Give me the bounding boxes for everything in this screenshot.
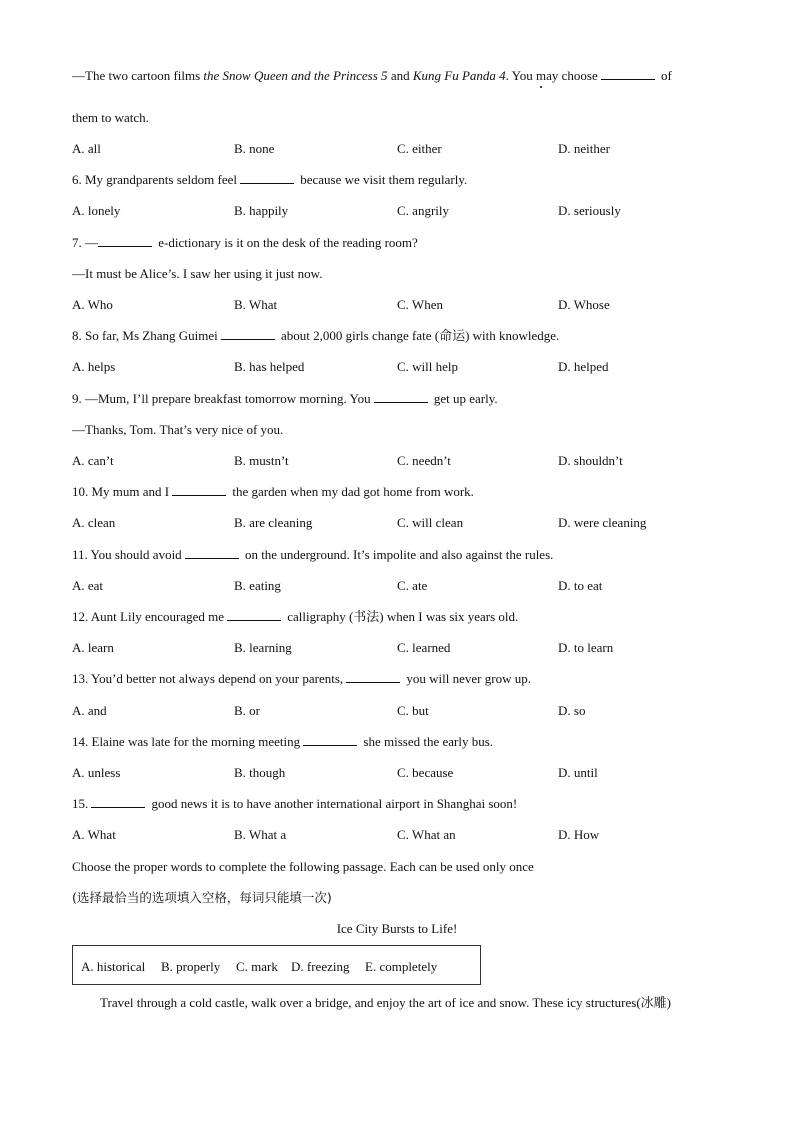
- q5-options: [72, 141, 732, 157]
- q14-after: she missed the early bus.: [360, 734, 494, 749]
- q10-before: 10. My mum and I: [72, 484, 170, 499]
- q10-option-a[interactable]: A. clean: [72, 515, 116, 530]
- q12-blank[interactable]: [227, 609, 281, 621]
- q5-end: of: [657, 68, 672, 83]
- q8-option-b[interactable]: B. has helped: [234, 359, 305, 374]
- q5-stem-line2: them to watch.: [72, 110, 149, 125]
- word-bank: [72, 945, 481, 985]
- q9-stem: [72, 391, 498, 407]
- q9-option-d[interactable]: D. shouldn’t: [558, 453, 623, 468]
- q14-option-c[interactable]: C. because: [397, 765, 454, 780]
- q5-film1: the Snow Queen and the Princess 5: [203, 68, 388, 83]
- q10-option-d[interactable]: D. were cleaning: [558, 515, 647, 530]
- q10-option-b[interactable]: B. are cleaning: [234, 515, 313, 530]
- q10-option-c[interactable]: C. will clean: [397, 515, 464, 530]
- q14-stem: [72, 734, 493, 750]
- q11-before: 11. You should avoid: [72, 547, 182, 562]
- q6-option-c[interactable]: C. angrily: [397, 203, 449, 218]
- q14-options: [72, 765, 732, 781]
- q5-film2: Kung Fu Panda 4: [412, 68, 506, 83]
- q13-before: 13. You’d better not always depend on your parents,: [72, 671, 344, 686]
- q15-blank[interactable]: [91, 796, 145, 808]
- q15-after: good news it is to have another international airport in Shanghai soon!: [148, 796, 518, 811]
- q9-blank[interactable]: [374, 391, 428, 403]
- q11-option-d[interactable]: D. to eat: [558, 578, 603, 593]
- passage-first-line: Travel through a cold castle, walk over a bridge, and enjoy the art of ice and snow. These icy structures(冰雕): [100, 995, 671, 1010]
- q5-option-c[interactable]: C. either: [397, 141, 442, 156]
- q14-before: 14. Elaine was late for the morning meeting: [72, 734, 301, 749]
- q9-after: get up early.: [430, 391, 498, 406]
- q6-before: 6. My grandparents seldom feel: [72, 172, 237, 187]
- q13-blank[interactable]: [346, 671, 400, 683]
- q11-blank[interactable]: [185, 547, 239, 559]
- word-bank-item-d: D. freezing: [291, 959, 350, 974]
- q10-stem: [72, 484, 474, 500]
- q14-option-d[interactable]: D. until: [558, 765, 598, 780]
- section-instruction-cn: (选择最恰当的选项填入空格，每词只能填一次): [72, 890, 332, 905]
- q8-option-c[interactable]: C. will help: [397, 359, 459, 374]
- q15-option-d[interactable]: D. How: [558, 827, 600, 842]
- q6-stem: [72, 172, 467, 188]
- q10-options: [72, 515, 732, 531]
- word-bank-item-c: C. mark: [236, 959, 278, 974]
- q14-blank[interactable]: [303, 734, 357, 746]
- q6-options: [72, 203, 732, 219]
- q15-option-c[interactable]: C. What an: [397, 827, 456, 842]
- q9-reply: —Thanks, Tom. That’s very nice of you.: [72, 422, 284, 437]
- q11-after: on the underground. It’s impolite and also against the rules.: [241, 547, 554, 562]
- q12-option-c[interactable]: C. learned: [397, 640, 451, 655]
- q9-option-b[interactable]: B. mustn’t: [234, 453, 289, 468]
- q11-stem: [72, 547, 553, 563]
- q10-after: the garden when my dad got home from work.: [229, 484, 474, 499]
- q12-option-a[interactable]: A. learn: [72, 640, 114, 655]
- q8-option-d[interactable]: D. helped: [558, 359, 609, 374]
- q7-option-d[interactable]: D. Whose: [558, 297, 610, 312]
- q15-options: [72, 827, 732, 843]
- q7-blank[interactable]: [98, 235, 152, 247]
- q15-option-a[interactable]: A. What: [72, 827, 116, 842]
- q12-options: [72, 640, 732, 656]
- q14-option-b[interactable]: B. though: [234, 765, 286, 780]
- word-bank-item-e: E. completely: [365, 959, 438, 974]
- q13-option-b[interactable]: B. or: [234, 703, 260, 718]
- q15-stem: [72, 796, 517, 812]
- q5-dash: —The two cartoon films: [72, 68, 204, 83]
- q7-after: e-dictionary is it on the desk of the reading room?: [155, 235, 418, 250]
- q8-option-a[interactable]: A. helps: [72, 359, 116, 374]
- q8-options: [72, 359, 732, 375]
- q6-option-b[interactable]: B. happily: [234, 203, 289, 218]
- q6-blank[interactable]: [240, 172, 294, 184]
- q12-after: calligraphy (书法) when I was six years old.: [284, 609, 519, 624]
- q12-stem: [72, 609, 518, 625]
- q10-blank[interactable]: [172, 484, 226, 496]
- q7-before: 7. —: [72, 235, 98, 250]
- q9-options: [72, 453, 732, 469]
- q5-option-b[interactable]: B. none: [234, 141, 275, 156]
- q5-after: . You may choose: [505, 68, 598, 83]
- word-bank-item-b: B. properly: [161, 959, 221, 974]
- q13-stem: [72, 671, 531, 687]
- q6-option-a[interactable]: A. lonely: [72, 203, 121, 218]
- q14-option-a[interactable]: A. unless: [72, 765, 121, 780]
- q15-before: 15.: [72, 796, 89, 811]
- q13-after: you will never grow up.: [403, 671, 531, 686]
- q5-and: and: [387, 68, 413, 83]
- q13-options: [72, 703, 732, 719]
- q12-option-d[interactable]: D. to learn: [558, 640, 614, 655]
- q5-option-a[interactable]: A. all: [72, 141, 101, 156]
- q9-option-c[interactable]: C. needn’t: [397, 453, 451, 468]
- q7-option-c[interactable]: C. When: [397, 297, 443, 312]
- q12-before: 12. Aunt Lily encouraged me: [72, 609, 224, 624]
- q7-reply: —It must be Alice’s. I saw her using it just now.: [72, 266, 323, 281]
- q7-stem: [72, 235, 418, 251]
- word-bank-item-a: A. historical: [81, 959, 146, 974]
- q8-stem: [72, 328, 559, 344]
- q12-option-b[interactable]: B. learning: [234, 640, 292, 655]
- q7-options: [72, 297, 732, 313]
- section-instruction: Choose the proper words to complete the following passage. Each can be used only once: [72, 859, 534, 874]
- q11-options: [72, 578, 732, 594]
- q6-after: because we visit them regularly.: [296, 172, 468, 187]
- q6-option-d[interactable]: D. seriously: [558, 203, 621, 218]
- q11-option-b[interactable]: B. eating: [234, 578, 281, 593]
- q7-option-a[interactable]: A. Who: [72, 297, 113, 312]
- q5-option-d[interactable]: D. neither: [558, 141, 610, 156]
- q5-blank[interactable]: [601, 68, 655, 80]
- q7-option-b[interactable]: B. What: [234, 297, 278, 312]
- stray-dot: [540, 86, 542, 88]
- q11-option-a[interactable]: A. eat: [72, 578, 104, 593]
- q13-option-d[interactable]: D. so: [558, 703, 586, 718]
- q13-option-c[interactable]: C. but: [397, 703, 429, 718]
- q8-blank[interactable]: [221, 328, 275, 340]
- q13-option-a[interactable]: A. and: [72, 703, 107, 718]
- q8-before: 8. So far, Ms Zhang Guimei: [72, 328, 218, 343]
- q5-stem: [72, 68, 672, 84]
- q15-option-b[interactable]: B. What a: [234, 827, 287, 842]
- q9-option-a[interactable]: A. can’t: [72, 453, 114, 468]
- passage-title: Ice City Bursts to Life!: [336, 921, 458, 936]
- q11-option-c[interactable]: C. ate: [397, 578, 428, 593]
- q9-before: 9. —Mum, I’ll prepare breakfast tomorrow morning. You: [72, 391, 371, 406]
- q8-after: about 2,000 girls change fate (命运) with knowledge.: [277, 328, 560, 343]
